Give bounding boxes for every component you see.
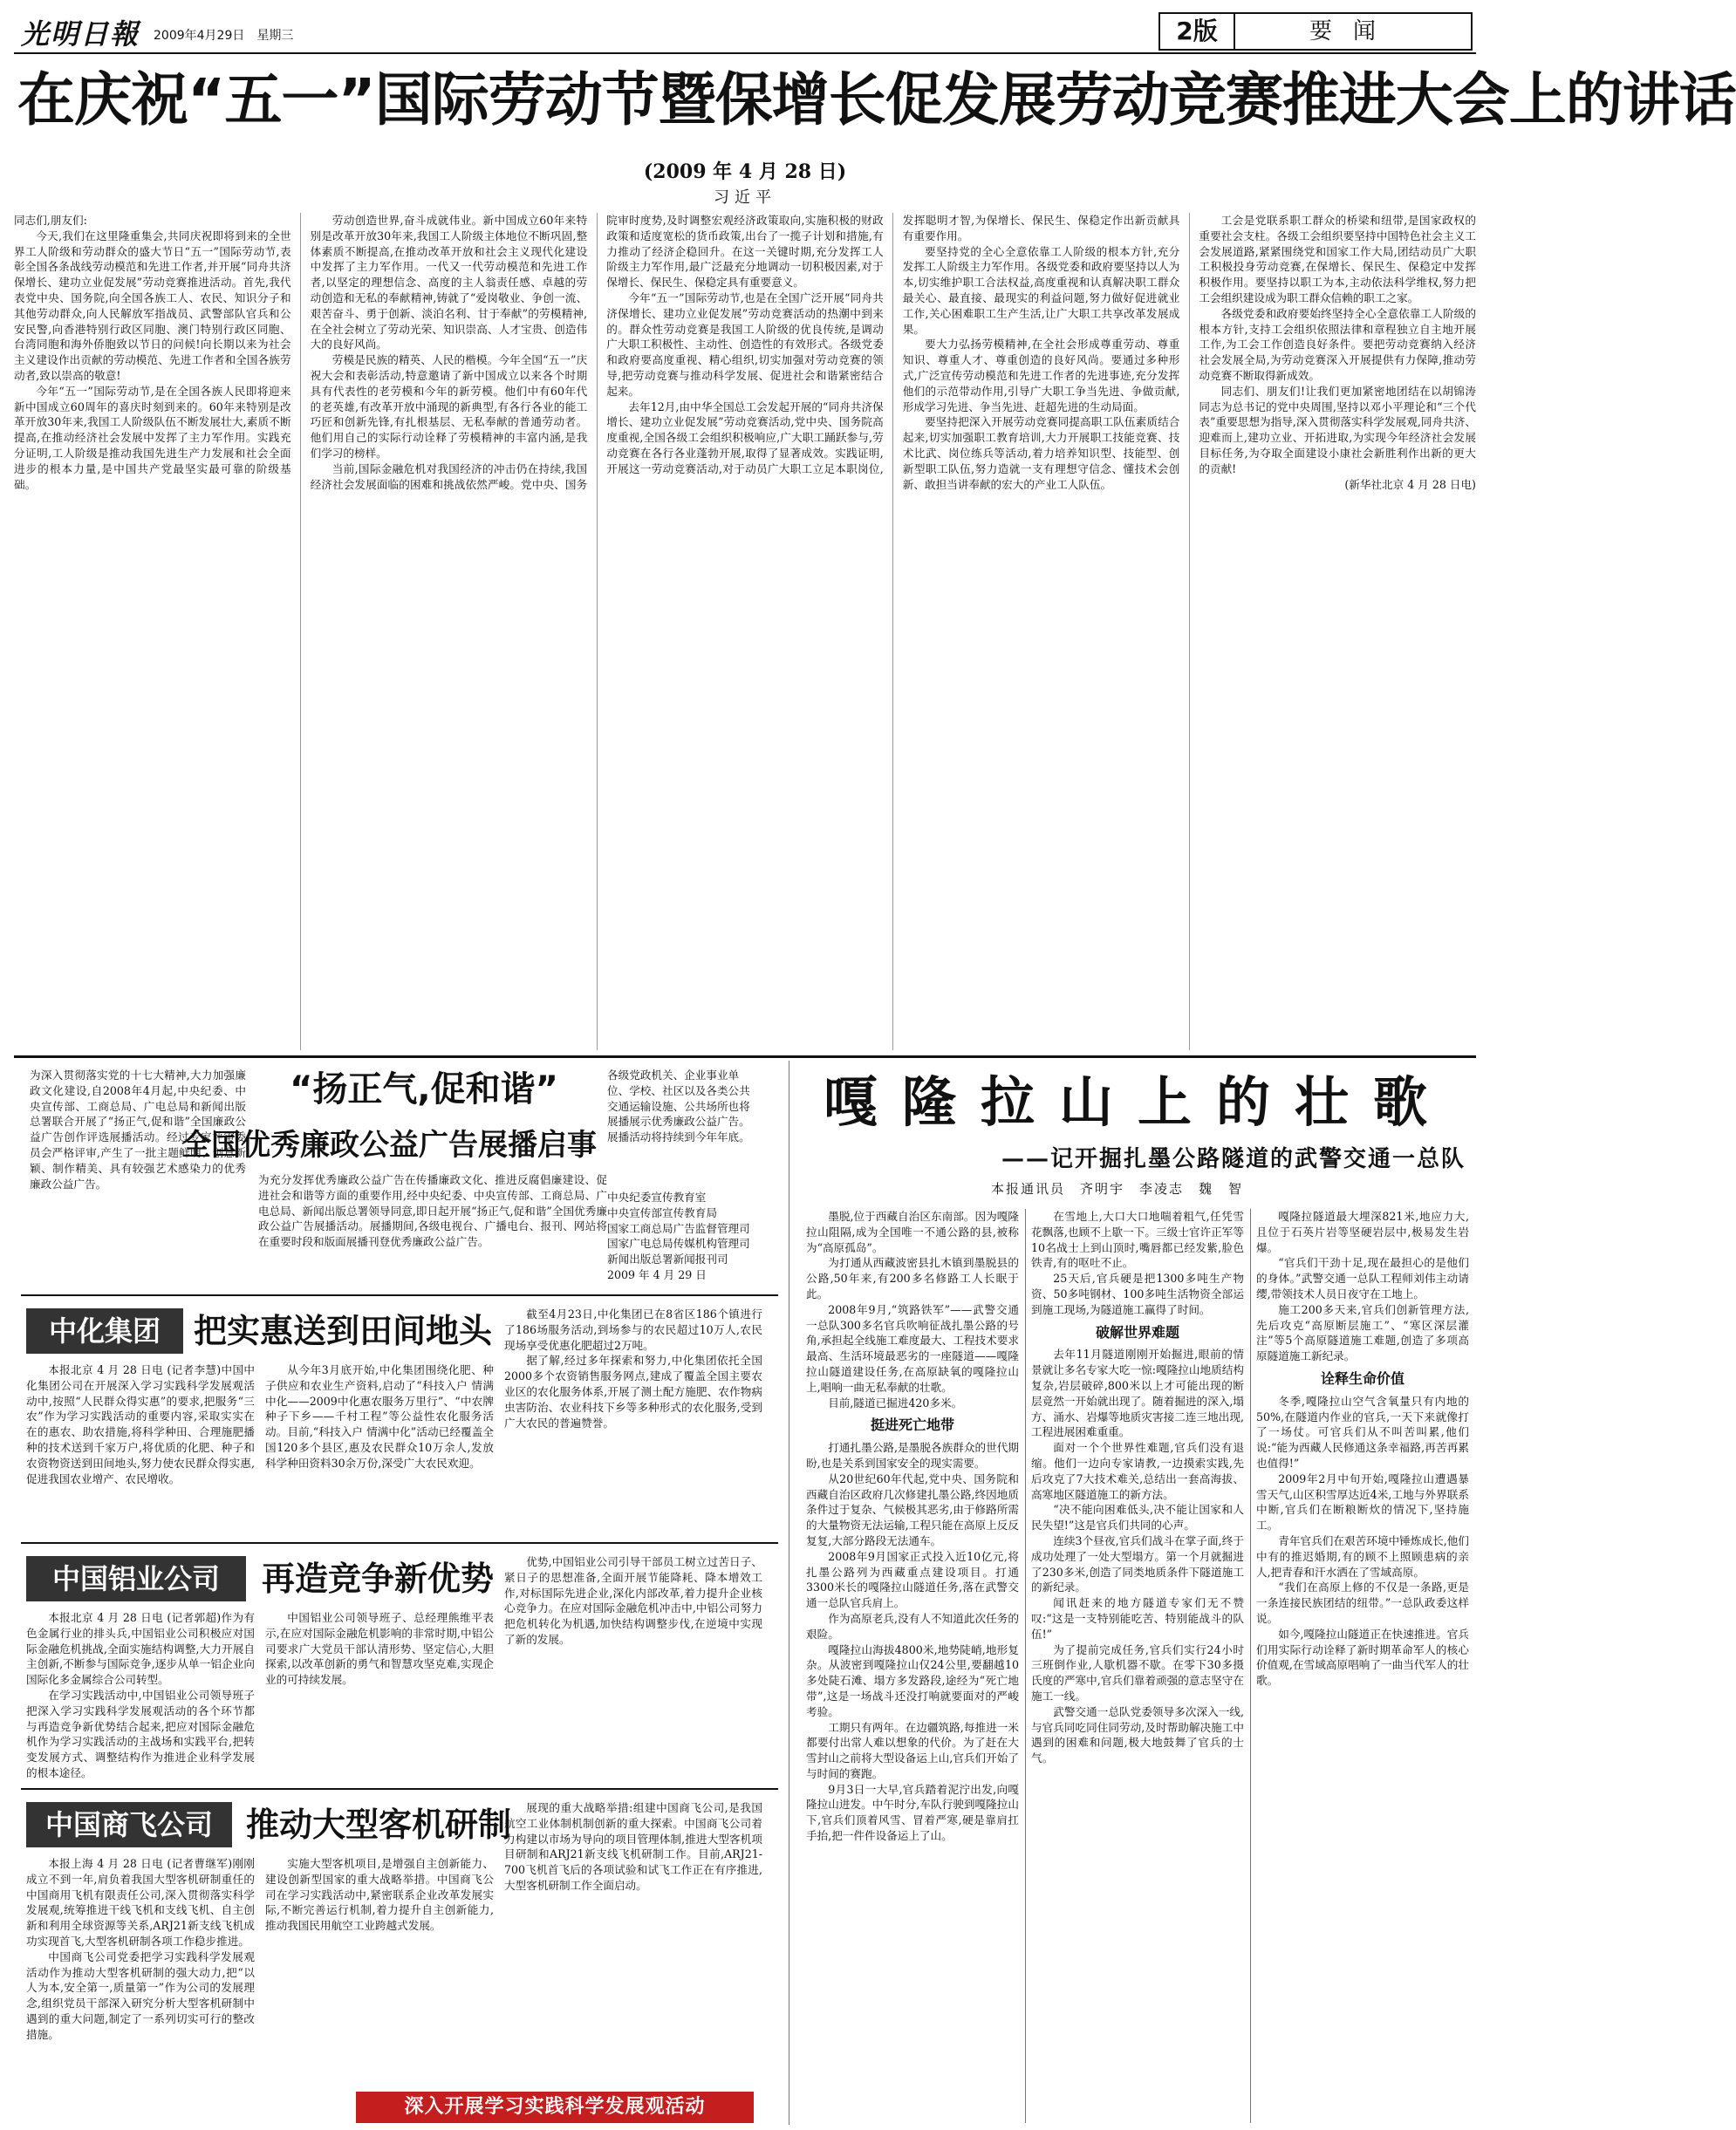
feature-paragraph: 2009年2月中旬开始,嘎隆拉山遭遇暴雪天气,山区积雪厚达近4米,工地与外界联系中断,官兵们在断粮断炊的情况下,坚持施工。 xyxy=(1256,1471,1469,1533)
news3-col3: 展现的重大战略举措:组建中国商飞公司,是我国航空工业体制机制创新的重大探索。中国商飞公司着力构建以市场为导向的项目管理体制,推进大型客机项目研制和ARJ21新支线飞机研制工作。目前,ARJ21-700飞机首飞后的各项试验和试飞工作正在有序推进,大型客机研制工作全面启动。 xyxy=(504,1801,762,1892)
news2-title: 再造竞争新优势 xyxy=(262,1560,495,1598)
feature-paragraph: 2008年9月国家正式投入近10亿元,将扎墨公路列为西藏重点建设项目。打通3300米长的嘎隆拉山隧道任务,落在武警交通一总队官兵肩上。 xyxy=(806,1549,1019,1610)
lead-paragraph: 今年“五一”国际劳动节,是在全国各族人民即将迎来新中国成立60周年的喜庆时刻到来的。60年来特别是改革开放30年来,我国工人阶级队伍不断发展壮大,素质不断提高,在推动经济社会发展中发挥了主力军作用。实践充分证明,工人阶级是推动我国先进生产力发展和社会全面进步的根本力量,是中国共产党最坚实最可靠的阶级基础。 xyxy=(14,384,291,491)
news3-title: 推动大型客机研制 xyxy=(246,1806,512,1844)
section-name: 要闻 xyxy=(1309,18,1397,44)
news1-title: 把实惠送到田间地头 xyxy=(194,1312,493,1350)
news1-col3: 截至4月23日,中化集团已在8省区186个镇进行了186场服务活动,到场参与的农民超过10万人,农民现场享受优惠化肥超过2万吨。 据了解,经过多年探索和努力,中化集团依托全国2000多个农资销售服务网点,建成了覆盖全国主要农业区的农化服务体系,开展了测土配方施肥、农作物病虫害防治、农业科技下乡等多种形式的农化服务,受到广大农民的普遍赞誉。 xyxy=(504,1307,762,1430)
feature-subtitle: ——记开掘扎墨公路隧道的武警交通一总队 xyxy=(1001,1146,1466,1172)
lead-author: 习近平 xyxy=(714,188,776,207)
feature-paragraph: 目前,隧道已掘进420多米。 xyxy=(828,1396,963,1410)
column-divider xyxy=(1025,1209,1026,2123)
lead-paragraph: (新华社北京 4 月 28 日电) xyxy=(1344,477,1476,491)
column-divider xyxy=(1250,1209,1251,2123)
lead-paragraph: 今天,我们在这里隆重集会,共同庆祝即将到来的全世界工人阶级和劳动群众的盛大节日“五一”国际劳动节,表彰全国各条战线劳动模范和先进工作者,并开展“同舟共济保增长、建功立业促发展”劳动竞赛推进活动。首先,我代表党中央、国务院,向全国各族工人、农民、知识分子和其他劳动群众,向人民解放军指战员、武警部队官兵和公安民警,向香港特别行政区同胞、澳门特别行政区同胞、台湾同胞和海外侨胞致以节日的问候!向长期以来为社会主义建设作出贡献的劳动模范、先进工作者和全国各族劳动者,致以崇高的敬意! xyxy=(14,229,291,382)
feature-paragraph: 在雪地上,大口大口地喘着粗气,任凭雪花飘落,也顾不上歇一下。三级士官许正军等10名战士上到山顶时,嘴唇都已经发紫,脸色铁青,有的呕吐不止。 xyxy=(1031,1210,1244,1270)
lead-paragraph: 同志们,朋友们: xyxy=(14,214,87,227)
exhibition-organizers xyxy=(607,1190,752,1283)
feature-paragraph: 去年11月隧道刚刚开始掘进,眼前的情景就让多名专家大吃一惊:嘎隆拉山地质结构复杂,岩层破碎,800米以上才可能出现的断层竟然一开始就出现了。随着掘进的深入,塌方、涌水、岩爆等地质灾害接二连三地出现,工程进展困难重重。 xyxy=(1031,1348,1244,1439)
feature-paragraph: 连续3个昼夜,官兵们战斗在掌子面,终于成功处理了一处大型塌方。第一个月就掘进了230多米,创造了同类地质条件下隧道施工的新纪录。 xyxy=(1031,1533,1244,1594)
feature-col3 xyxy=(1256,1209,1469,2123)
lead-paragraph: 各级党委和政府要始终坚持全心全意依靠工人阶级的根本方针,支持工会组织依照法律和章程独立自主地开展工作,为工会工作创造良好条件。要把劳动竞赛纳入经济社会发展全局,为劳动竞赛深入开展提供有力保障,推动劳动竞赛不断取得新成效。 xyxy=(1199,306,1476,382)
lead-paragraph: 去年12月,由中华全国总工会发起开展的“同舟共济保增长、建功立业促发展”劳动竞赛活动,党中央、国务院高度重视,全国各级工会组织积极响应,广大职工踊跃参与,劳动竞赛在各行各业蓬勃开展,取得了显著成效。实践证明,开展这一劳动竞赛活动,对于动员广大职工立足本职岗位,发挥聪明才智,为保增长、保民生、保稳定作出新贡献具有重要作用。 xyxy=(606,214,1180,475)
feature-paragraph: 青年官兵们在艰苦环境中锤炼成长,他们中有的推迟婚期,有的顾不上照顾患病的亲人,把青春和汗水洒在了雪域高原。 xyxy=(1256,1533,1469,1579)
box-divider xyxy=(21,1542,778,1544)
organizer-name: 国家广电总局传媒机构管理司 xyxy=(607,1237,750,1251)
feature-paragraph: 2008年9月,“筑路铁军”——武警交通一总队300多名官兵吹响征战扎墨公路的号角,承担起全线施工难度最大、工程技术要求最高、生活环境最恶劣的一座隧道——嘎隆拉山隧道建设任务,在高原缺氧的嘎隆拉山上,唱响一曲无私奉献的壮歌。 xyxy=(806,1302,1019,1394)
lead-paragraph: 要大力弘扬劳模精神,在全社会形成尊重劳动、尊重知识、尊重人才、尊重创造的良好风尚。要通过多种形式,广泛宣传劳动模范和先进工作者的先进事迹,充分发挥他们的示范带动作用,引导广大职工争当先进、争做贡献,形成学习先进、争当先进、赶超先进的生动局面。 xyxy=(902,338,1180,413)
organizer-name: 中央纪委宣传教育室 xyxy=(607,1191,707,1204)
lead-paragraph: 劳模是民族的精英、人民的楷模。今年全国“五一”庆祝大会和表彰活动,特意邀请了新中国成立以来各个时期具有代表性的老劳模和今年的新劳模。他们中有60年代的老英雄,有改革开放中涌现的新典型,有各行各业的能工巧匠和创新先锋,有扎根基层、无私奉献的普通劳动者。他们用自己的实际行动诠释了劳模精神的丰富内涵,是我们学习的榜样。 xyxy=(310,353,588,460)
feature-paragraph: 冬季,嘎隆拉山空气含氧量只有内地的50%,在隧道内作业的官兵,一天下来就像打了一场仗。可官兵们从不叫苦叫累,他们说:“能为西藏人民修通这条幸福路,再苦再累也值得!” xyxy=(1256,1394,1469,1470)
lead-paragraph: 今年“五一”国际劳动节,也是在全国广泛开展“同舟共济保增长、建功立业促发展”劳动竞赛活动的热潮中到来的。群众性劳动竞赛是我国工人阶级的优良传统,是调动广大职工积极性、主动性、创造性的有效形式。各级党委和政府要高度重视、精心组织,切实加强对劳动竞赛的领导,把劳动竞赛与推动科学发展、促进社会和谐紧密结合起来。 xyxy=(606,290,884,398)
feature-paragraph: 9月3日一大早,官兵踏着泥泞出发,向嘎隆拉山进发。中午时分,车队行驶到嘎隆拉山下,官兵们顶着风雪、冒着严寒,硬是靠肩扛手抬,把一件件设备运上了山。 xyxy=(806,1782,1019,1843)
lead-headline: 在庆祝“五一”国际劳动节暨保增长促发展劳动竞赛推进大会上的讲话 xyxy=(17,66,1736,133)
feature-col1 xyxy=(806,1209,1019,2123)
feature-paragraph: 嘎隆拉隧道最大埋深821米,地应力大,且位于石英片岩等坚硬岩层中,极易发生岩爆。 xyxy=(1256,1210,1469,1254)
organizer-name: 中央宣传部宣传教育局 xyxy=(607,1205,717,1219)
news2-brand: 中国铝业公司 xyxy=(26,1556,246,1601)
campaign-banner: 深入开展学习实践科学发展观活动 xyxy=(356,2092,754,2123)
feature-paragraph: 作为高原老兵,没有人不知道此次任务的艰险。 xyxy=(806,1611,1019,1641)
feature-paragraph: 施工200多天来,官兵们创新管理方法,先后攻克“高原断层施工”、“寒区深层灌注”等5个高原隧道施工难题,创造了多项高原隧道施工新纪录。 xyxy=(1256,1302,1469,1363)
lead-date: (2009 年 4 月 28 日) xyxy=(643,160,847,183)
exhibition-body: 为充分发挥优秀廉政公益广告在传播廉政文化、推进反腐倡廉建设、促进社会和谐等方面的重要作用,经中央纪委、中央宣传部、工商总局、广电总局、新闻出版总署领导同意,即日起开展“扬正气,促和谐”全国优秀廉政公益广告展播活动。展播期间,各级电视台、广播电台、报刊、网站将在重要时段和版面展播刊登优秀廉政公益广告。 xyxy=(258,1173,607,1249)
feature-paragraph: 打通扎墨公路,是墨脱各族群众的世代期盼,也是关系到国家安全的现实需要。 xyxy=(806,1441,1019,1470)
feature-paragraph: 闻讯赶来的地方隧道专家们无不赞叹:“这是一支特别能吃苦、特别能战斗的队伍!” xyxy=(1031,1596,1244,1641)
feature-paragraph: 为打通从西藏波密县扎木镇到墨脱县的公路,50年来,有200多名修路工人长眠于此。 xyxy=(806,1256,1019,1301)
news2-col2: 中国铝业公司领导班子、总经理熊维平表示,在应对国际金融危机影响的非常时期,中铝公司要求广大党员干部认清形势、坚定信心,大胆探索,以改革创新的勇气和智慧攻坚克难,实现企业的可持续发展。 xyxy=(265,1611,494,1687)
lead-paragraph: 同志们、朋友们!让我们更加紧密地团结在以胡锦涛同志为总书记的党中央周围,坚持以邓小平理论和“三个代表”重要思想为指导,深入贯彻落实科学发展观,同舟共济、迎难而上,建功立业、开拓进取,为实现今年经济社会发展目标任务,为夺取全面建设小康社会新胜利作出新的更大的贡献! xyxy=(1199,384,1476,475)
feature-paragraph: 墨脱,位于西藏自治区东南部。因为嘎隆拉山阻隔,成为全国唯一不通公路的县,被称为“高原孤岛”。 xyxy=(806,1210,1019,1254)
feature-paragraph: “官兵们干劲十足,现在最担心的是他们的身体。”武警交通一总队工程师刘伟主动请缨,带领技术人员日夜守在工地上。 xyxy=(1256,1256,1469,1301)
news3-col1: 本报上海 4 月 28 日电 (记者曹继军)刚刚成立不到一年,肩负着我国大型客机研制重任的中国商用飞机有限责任公司,深入贯彻落实科学发展观,统筹推进干线飞机和支线飞机、自主创新和利用全球资源等关系,ARJ21新支线飞机成功实现首飞,大型客机研制各项工作稳步推进。 中国商飞公司党委把学习实践科学发展观活动作为推动大型客机研制的强大动力,把“以人为本,安全第一,质量第一”作为公司的发展理念,组织党员干部深入研究分析大型客机研制中遇到的重大问题,制定了一系列切实可行的整改措施。 xyxy=(26,1857,255,2041)
feature-paragraph: 25天后,官兵硬是把1300多吨生产物资、50多吨钢材、100多吨生活物资全部运到施工现场,为隧道施工赢得了时间。 xyxy=(1031,1272,1244,1316)
exhibition-title-line1: “扬正气,促和谐” xyxy=(290,1069,558,1109)
news1-brand: 中化集团 xyxy=(26,1308,183,1354)
news3-brand: 中国商飞公司 xyxy=(26,1802,232,1847)
organizer-name: 新闻出版总署新闻报刊司 xyxy=(607,1253,728,1266)
feature-paragraph: 如今,嘎隆拉山隧道正在快速推进。官兵们用实际行动诠释了新时期革命军人的核心价值观,在雪域高原唱响了一曲当代军人的壮歌。 xyxy=(1256,1627,1469,1688)
page-header xyxy=(14,7,1476,54)
feature-paragraph: “我们在高原上修的不仅是一条路,更是一条连接民族团结的纽带。”一总队政委这样说。 xyxy=(1256,1580,1469,1625)
masthead-logo: 光明日報 xyxy=(21,17,140,51)
lead-paragraph: 要坚持党的全心全意依靠工人阶级的根本方针,充分发挥工人阶级主力军作用。各级党委和政府要坚持以人为本,切实维护职工合法权益,高度重视和认真解决职工群众最关心、最直接、最现实的利益问题,努力做好促进就业工作,关心困难职工生产生活,让广大职工共享改革发展成果。 xyxy=(902,244,1180,336)
news3-col2: 实施大型客机项目,是增强自主创新能力、建设创新型国家的重大战略举措。中国商飞公司在学习实践活动中,紧密联系企业改革发展实际,不断完善运行机制,着力提升自主创新能力,推动我国民用航空工业跨越式发展。 xyxy=(265,1857,494,1933)
feature-paragraph: 从20世纪60年代起,党中央、国务院和西藏自治区政府几次修建扎墨公路,终因地质条件过于复杂、气候极其恶劣,由于修路所需的大量物资无法运输,工程只能在高原上反反复复,大部分路段无法通车。 xyxy=(806,1471,1019,1547)
lead-paragraph: 工会是党联系职工群众的桥梁和纽带,是国家政权的重要社会支柱。各级工会组织要坚持中国特色社会主义工会发展道路,紧紧围绕党和国家工作大局,团结动员广大职工积极投身劳动竞赛,在保增长、保民生、保稳定中发挥积极作用。要坚持以职工为本,主动依法科学维权,努力把工会组织建设成为职工群众信赖的职工之家。 xyxy=(1199,214,1476,304)
exhibition-right-text: 各级党政机关、企业事业单位、学校、社区以及各类公共交通运输设施、公共场所也将展播展示优秀廉政公益广告。展播活动将持续到今年年底。 xyxy=(607,1068,750,1144)
lead-paragraph: 当前,国际金融危机对我国经济的冲击仍在持续,我国经济社会发展面临的困难和挑战依然严峻。党中央、国务院审时度势,及时调整宏观经济政策取向,实施积极的财政政策和适度宽松的货币政策,出台了一揽子计划和措施,有力推动了经济企稳回升。在这一关键时期,充分发挥工人阶级主力军作用,最广泛最充分地调动一切积极因素,对于保增长、保民生、保稳定具有重要意义。 xyxy=(310,214,884,491)
lead-paragraph: 劳动创造世界,奋斗成就伟业。新中国成立60年来特别是改革开放30年来,我国工人阶级主体地位不断巩固,整体素质不断提高,在推动改革开放和社会主义现代化建设中发挥了主力军作用。一代又一代劳动模范和先进工作者,以坚定的理想信念、高度的主人翁责任感、卓越的劳动创造和无私的奉献精神,铸就了“爱岗敬业、争创一流、艰苦奋斗、勇于创新、淡泊名利、甘于奉献”的劳模精神,在全社会树立了劳动光荣、知识崇高、人才宝贵、创造伟大的良好风尚。 xyxy=(310,214,588,352)
page-number: 2版 xyxy=(1160,14,1235,49)
page-section-box xyxy=(1158,12,1473,51)
exhibition-intro: 为深入贯彻落实党的十七大精神,大力加强廉政文化建设,自2008年4月起,中央纪委、中央宣传部、工商总局、广电总局和新闻出版总署联合开展了“扬正气,促和谐”全国廉政公益广告创作评选展播活动。经过专家评审委员会严格评审,产生了一批主题鲜明、创意新颖、制作精美、具有较强艺术感染力的优秀廉政公益广告。 xyxy=(30,1068,246,1191)
feature-subheading: 破解世界难题 xyxy=(1095,1323,1179,1341)
feature-paragraph: “决不能向困难低头,决不能让国家和人民失望!”这是官兵们共同的心声。 xyxy=(1031,1503,1244,1533)
issue-date: 2009年4月29日 星期三 xyxy=(154,29,294,43)
lead-article-body xyxy=(14,213,1476,1050)
box-divider xyxy=(21,1788,778,1790)
feature-headline: 嘎隆拉山上的壮歌 xyxy=(823,1070,1452,1134)
feature-paragraph: 嘎隆拉山海拔4800米,地势陡峭,地形复杂。从波密到嘎隆拉山仅24公里,要翻越10多处陡石滩、塌方多发路段,途经为“死亡地带”,这是一场战斗还没打响就要面对的严峻考验。 xyxy=(806,1642,1019,1718)
news2-col1: 本报北京 4 月 28 日电 (记者郭超)作为有色金属行业的排头兵,中国铝业公司积极应对国际金融危机挑战,全面实施结构调整,大力开展自主创新,不断参与国际竞争,逐步从单一铝企业向国际化多金属综合公司转型。 在学习实践活动中,中国铝业公司领导班子把深入学习实践科学发展观活动的各个环节都与再造竞争新优势结合起来,把应对国际金融危机作为学习实践活动的主战场和实践平台,把转变发展方式、调整结构作为推进企业科学发展的根本途径。 xyxy=(26,1611,255,1779)
news1-col1: 本报北京 4 月 28 日电 (记者李慧)中国中化集团公司在开展深入学习实践科学发展观活动中,按照“人民群众得实惠”的要求,把服务“三农”作为学习实践活动的重要内容,采取实实在在的惠农、助农措施,将科学种田、合理施肥播种的技术送到千家万户,将优质的化肥、种子和农资物资送到田间地头,努力使农民群众得实惠,促进我国农业增产、农民增收。 xyxy=(26,1363,255,1485)
feature-subheading: 诠释生命价值 xyxy=(1320,1369,1405,1387)
feature-paragraph: 武警交通一总队党委领导多次深入一线,与官兵同吃同住同劳动,及时帮助解决施工中遇到的困难和问题,极大地鼓舞了官兵的士气。 xyxy=(1031,1704,1244,1765)
box-divider xyxy=(21,1294,778,1296)
organizer-name: 国家工商总局广告监督管理司 xyxy=(607,1221,750,1235)
feature-col2 xyxy=(1031,1209,1244,2123)
feature-paragraph: 为了提前完成任务,官兵们实行24小时三班倒作业,人歇机器不歇。在零下30多摄氏度的严寒中,官兵们靠着顽强的意志坚守在施工一线。 xyxy=(1031,1642,1244,1703)
feature-paragraph: 工期只有两年。在边疆筑路,每推进一米都要付出常人难以想象的代价。为了赶在大雪封山之前将大型设备运上山,官兵们开始了与时间的赛跑。 xyxy=(806,1720,1019,1780)
lead-paragraph: 要坚持把深入开展劳动竞赛同提高职工队伍素质结合起来,切实加强职工教育培训,大力开展职工技能竞赛、技术比武、岗位练兵等活动,着力培养知识型、技能型、创新型职工队伍,努力造就一支有理想守信念、懂技术会创新、敢担当讲奉献的宏大的产业工人队伍。 xyxy=(902,415,1180,491)
feature-paragraph: 面对一个个世界性难题,官兵们没有退缩。他们一边向专家请教,一边摸索实践,先后攻克了7大技术难关,总结出一套高海拔、高寒地区隧道施工的新方法。 xyxy=(1031,1441,1244,1501)
feature-byline: 本报通讯员 齐明宇 李凌志 魏 智 xyxy=(991,1181,1244,1197)
news1-col2: 从今年3月底开始,中化集团围绕化肥、种子供应和农业生产资料,启动了“科技入户 情满中化——2009中化惠农服务万里行”、“中农牌种子下乡——千村工程”等公益性农化服务活动。目前,“科技入户 情满中化”活动已经覆盖全国120多个县区,惠及农民群众10万余人,发放科学种田资料30余万份,深受广大农民欢迎。 xyxy=(265,1363,494,1470)
section-divider xyxy=(14,1055,1476,1058)
news2-col3: 优势,中国铝业公司引导干部员工树立过苦日子、紧日子的思想准备,全面开展节能降耗、降本增效工作,对标国际先进企业,深化内部改革,着力提升企业核心竞争力。在应对国际金融危机冲击中,中铝公司努力把危机转化为机遇,加快结构调整步伐,在逆境中实现了新的发展。 xyxy=(504,1555,762,1646)
exhibition-title-line2: 全国优秀廉政公益广告展播启事 xyxy=(181,1128,597,1163)
feature-subheading: 挺进死亡地带 xyxy=(870,1417,954,1434)
organizer-name: 2009 年 4 月 29 日 xyxy=(607,1267,707,1281)
